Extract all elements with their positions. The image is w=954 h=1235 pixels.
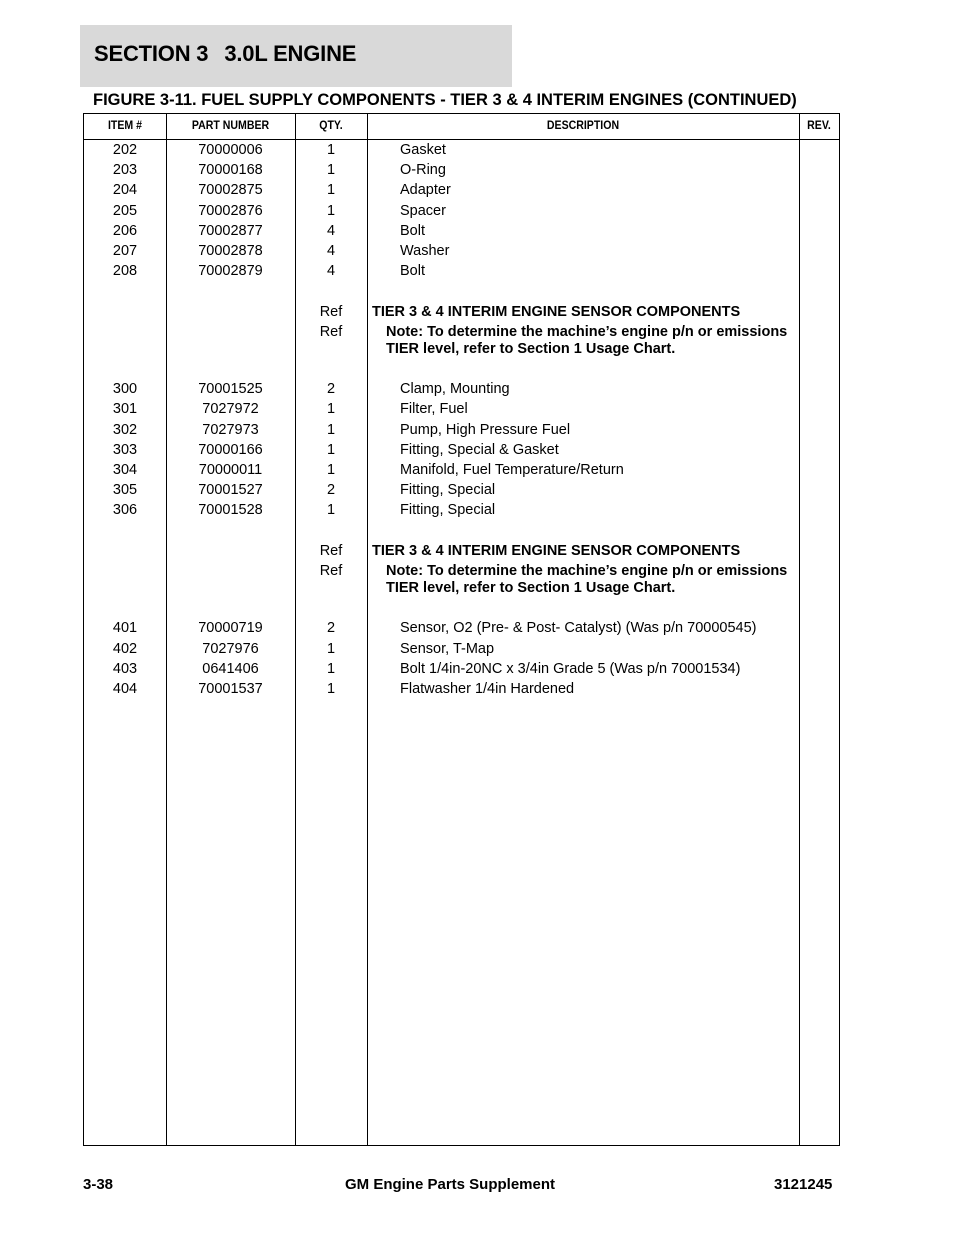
note-line-2: TIER level, refer to Section 1 Usage Chart. — [386, 580, 676, 596]
header-qty: QTY. — [319, 118, 343, 132]
part-number: 7027976 — [202, 640, 259, 657]
part-number: 70001527 — [198, 482, 263, 499]
description: Fitting, Special — [400, 502, 496, 519]
quantity: 1 — [326, 502, 336, 519]
header-item: ITEM # — [107, 118, 143, 132]
header-rev: REV. — [807, 118, 831, 132]
table-row — [84, 203, 839, 223]
description: Bolt 1/4in-20NC x 3/4in Grade 5 (Was p/n 70001534) — [400, 660, 741, 677]
description: Flatwasher 1/4in Hardened — [400, 681, 575, 697]
description: Fitting, Special & Gasket — [400, 441, 559, 458]
note-row — [84, 323, 839, 357]
parts-table — [83, 113, 840, 1146]
table-row — [84, 681, 839, 701]
page-number: 3-38 — [83, 1176, 114, 1193]
item-number: 208 — [112, 263, 138, 280]
table-row — [84, 502, 839, 522]
item-number: 202 — [112, 142, 138, 158]
quantity: 4 — [326, 243, 336, 259]
description: Bolt — [400, 222, 425, 239]
item-number: 205 — [112, 202, 138, 219]
item-number: 207 — [112, 243, 138, 259]
group-heading-row — [84, 543, 839, 563]
quantity: 1 — [326, 462, 336, 478]
section-name: 3.0L ENGINE — [224, 41, 357, 66]
description: Fitting, Special — [400, 482, 496, 499]
item-number: 403 — [112, 660, 138, 677]
part-number: 70001537 — [198, 681, 263, 697]
note-line-1: Note: To determine the machine’s engine p/n or emissions — [386, 563, 788, 579]
quantity: 4 — [326, 222, 336, 239]
description: Sensor, O2 (Pre- & Post- Catalyst) (Was p/n 70000545) — [400, 620, 757, 637]
description: Sensor, T-Map — [400, 640, 495, 657]
part-number: 70001525 — [198, 381, 263, 398]
quantity: 1 — [326, 640, 336, 657]
table-row — [84, 620, 839, 640]
table-row — [84, 243, 839, 263]
section-label: SECTION 3 — [94, 41, 209, 66]
quantity: 1 — [326, 421, 336, 438]
part-number: 7027972 — [202, 401, 259, 418]
quantity: Ref — [319, 303, 343, 320]
quantity: 1 — [326, 142, 336, 158]
figure-title: FIGURE 3-11. FUEL SUPPLY COMPONENTS - TIER 3 & 4 INTERIM ENGINES (CONTINUED) — [93, 91, 797, 109]
group-heading-row — [84, 304, 839, 324]
quantity: Ref — [319, 542, 343, 559]
description: Spacer — [400, 202, 446, 219]
quantity: 1 — [326, 441, 336, 458]
description: Bolt — [400, 263, 425, 280]
item-number: 204 — [112, 182, 138, 199]
description: Adapter — [400, 182, 451, 199]
part-number: 70000166 — [198, 441, 263, 458]
quantity: Ref — [319, 323, 343, 340]
table-header — [84, 114, 839, 140]
note-line-2: TIER level, refer to Section 1 Usage Chart. — [386, 340, 676, 357]
quantity: 2 — [326, 482, 336, 499]
part-number: 70000006 — [198, 142, 263, 158]
section-title — [94, 41, 356, 67]
item-number: 305 — [112, 482, 138, 499]
group-heading: TIER 3 & 4 INTERIM ENGINE SENSOR COMPONENTS — [372, 542, 741, 559]
part-number: 70000168 — [198, 162, 263, 179]
part-number: 0641406 — [202, 660, 259, 677]
part-number: 70001528 — [198, 502, 263, 519]
table-row — [84, 661, 839, 681]
table-row — [84, 162, 839, 182]
item-number: 404 — [112, 681, 138, 697]
description: Filter, Fuel — [400, 401, 468, 418]
table-row — [84, 482, 839, 502]
quantity: 2 — [326, 381, 336, 398]
table-row — [84, 462, 839, 482]
item-number: 306 — [112, 502, 138, 519]
table-row — [84, 422, 839, 442]
item-number: 301 — [112, 401, 138, 418]
note-line-1: Note: To determine the machine’s engine p/n or emissions — [386, 323, 788, 340]
description: Pump, High Pressure Fuel — [400, 421, 571, 438]
description: O-Ring — [400, 162, 446, 179]
description: Washer — [400, 243, 450, 259]
part-number: 70002878 — [198, 243, 263, 259]
item-number: 206 — [112, 222, 138, 239]
part-number: 70002877 — [198, 222, 263, 239]
part-number: 70000011 — [198, 462, 263, 478]
part-number: 70002876 — [198, 202, 263, 219]
item-number: 303 — [112, 441, 138, 458]
quantity: 1 — [326, 660, 336, 677]
table-row — [84, 263, 839, 283]
table-row — [84, 641, 839, 661]
table-row — [84, 142, 839, 162]
quantity: 2 — [326, 620, 336, 637]
note-row — [84, 563, 839, 596]
description: Gasket — [400, 142, 446, 158]
header-part-number: PART NUMBER — [191, 118, 270, 132]
quantity: 1 — [326, 162, 336, 179]
quantity: 1 — [326, 182, 336, 199]
table-row — [84, 401, 839, 421]
part-number: 7027973 — [202, 421, 259, 438]
item-number: 302 — [112, 421, 138, 438]
item-number: 300 — [112, 381, 138, 398]
quantity: 1 — [326, 202, 336, 219]
group-heading: TIER 3 & 4 INTERIM ENGINE SENSOR COMPONENTS — [372, 303, 741, 320]
table-row — [84, 223, 839, 243]
quantity: Ref — [319, 563, 343, 579]
part-number: 70000719 — [198, 620, 263, 637]
description: Manifold, Fuel Temperature/Return — [400, 462, 624, 478]
document-number: 3121245 — [774, 1176, 833, 1193]
table-row — [84, 381, 839, 401]
footer-title: GM Engine Parts Supplement — [344, 1176, 556, 1193]
header-description: DESCRIPTION — [546, 118, 620, 132]
item-number: 401 — [112, 620, 138, 637]
item-number: 304 — [112, 462, 138, 478]
table-row — [84, 442, 839, 462]
quantity: 4 — [326, 263, 336, 280]
part-number: 70002875 — [198, 182, 263, 199]
quantity: 1 — [326, 401, 336, 418]
item-number: 402 — [112, 640, 138, 657]
item-number: 203 — [112, 162, 138, 179]
quantity: 1 — [326, 681, 336, 697]
part-number: 70002879 — [198, 263, 263, 280]
description: Clamp, Mounting — [400, 381, 510, 398]
table-row — [84, 182, 839, 202]
